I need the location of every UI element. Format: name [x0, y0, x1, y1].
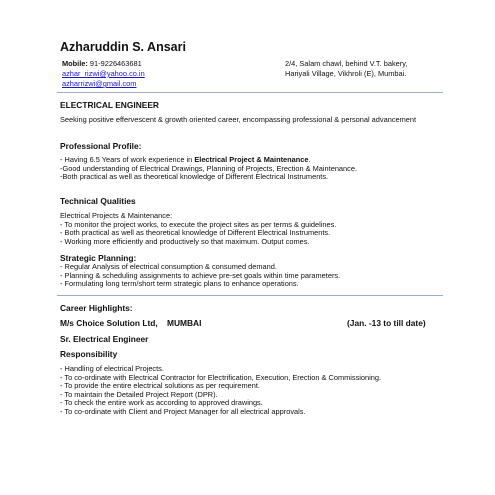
profile-list [60, 156, 357, 182]
responsibility-line: - To co-ordinate with Electrical Contractor for Electrification, Execution, Erection & Commissioning. [60, 372, 382, 382]
address-line-1: 2/4, Salam chawl, behind V.T. bakery, [285, 59, 408, 68]
objective-text: Seeking positive effervescent & growth oriented career, encompassing professional & personal advancement [60, 115, 417, 124]
job-title: ELECTRICAL ENGINEER [60, 100, 159, 110]
profile-line-2: -Good understanding of Electrical Drawings, Planning of Projects, Erection & Maintenance. [60, 163, 358, 173]
qualities-line: Electrical Projects & Maintenance: [60, 211, 173, 220]
mobile-line [62, 59, 145, 69]
qualities-line: - Working more efficiently and productively so that maximum. Output comes. [60, 236, 310, 246]
planning-line: - Regular Analysis of electrical consumption & consumed demand. [60, 262, 277, 271]
mobile-label: Mobile: [62, 59, 88, 68]
planning-heading: Strategic Planning: [60, 253, 137, 263]
career-divider [57, 295, 443, 296]
planning-list [60, 263, 340, 289]
qualities-line: - To monitor the project works, to execute the project sites as per terms & guidelines. [60, 219, 337, 229]
header-divider [57, 92, 443, 93]
responsibility-list [60, 365, 381, 417]
email-link-primary[interactable]: azhar_rizwi@yahoo.co.in [62, 69, 145, 78]
profile-line-3: -Both practical as well as theoretical knowledge of Different Electrical Instruments. [60, 172, 329, 182]
profile-line-1-prefix: - Having 6.5 Years of work experience in [60, 155, 195, 164]
qualities-line: - Both practical as well as theoretical knowledge of Different Electrical Instruments. [60, 228, 331, 238]
candidate-name: Azharuddin S. Ansari [60, 40, 186, 54]
employment-period: (Jan. -13 to till date) [347, 318, 426, 328]
career-heading: Career Highlights: [60, 303, 133, 313]
responsibility-line: - Handling of electrical Projects. [60, 364, 164, 373]
address-line-2: Hariyali Village, Vikhroli (E), Mumbai. [285, 69, 407, 78]
planning-line: - Formulating long term/short term strategic plans to enhance operations. [60, 279, 299, 289]
profile-heading: Professional Profile: [60, 141, 142, 151]
mobile-number: 91-9226463681 [87, 59, 142, 68]
profile-line-1-bold: Electrical Project & Maintenance [194, 155, 309, 164]
address-block [285, 59, 407, 79]
qualities-heading: Technical Qualities [60, 196, 136, 206]
responsibility-line: - To check the entire work as according to approved drawings. [60, 398, 263, 408]
job-role: Sr. Electrical Engineer [60, 334, 149, 344]
planning-line: - Planning & scheduling assignments to achieve pre-set goals within time parameters. [60, 270, 341, 280]
responsibility-line: - To maintain the Detailed Project Report (DPR). [60, 389, 218, 399]
qualities-list [60, 212, 336, 246]
responsibility-heading: Responsibility [60, 349, 118, 359]
contact-block [62, 59, 145, 89]
company-name: M/s Choice Solution Ltd, MUMBAI [60, 318, 202, 328]
responsibility-line: - To co-ordinate with Client and Project Manager for all electrical approvals. [60, 406, 306, 416]
profile-line-1-suffix: . [308, 155, 311, 164]
responsibility-line: - To provide the entire electrical solutions as per requirement. [60, 381, 260, 391]
email-link-secondary[interactable]: azharrizwi@gmail.com [62, 79, 137, 88]
